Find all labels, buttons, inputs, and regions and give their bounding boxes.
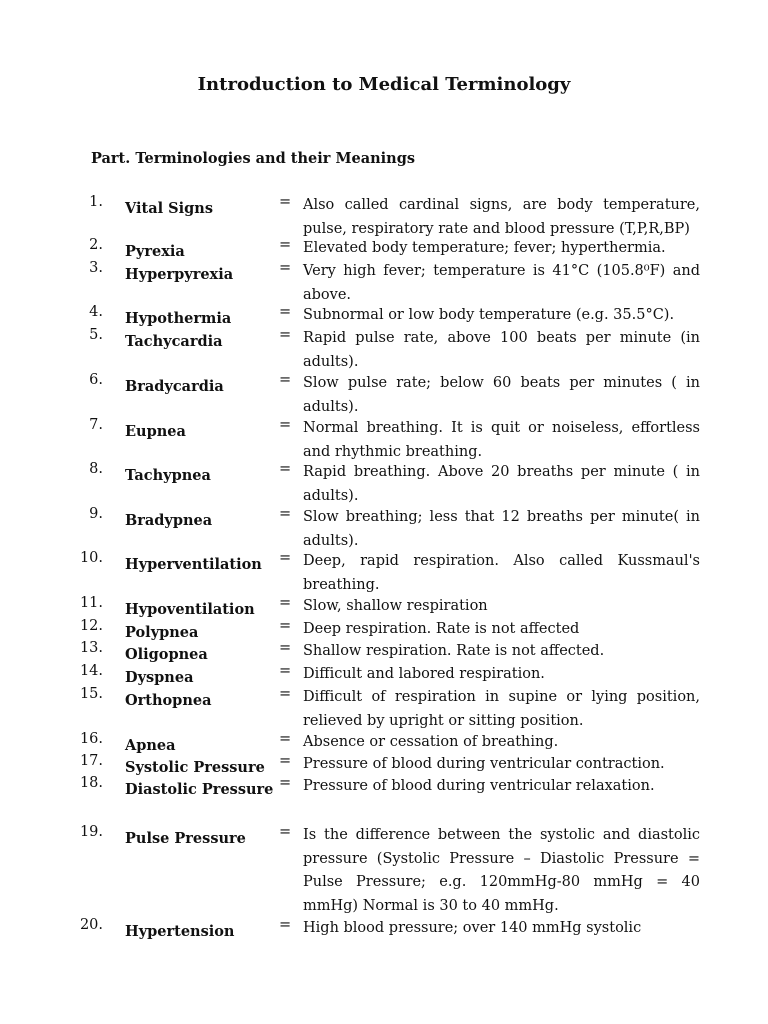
term-name: Polypnea: [125, 624, 199, 641]
section-heading: Part. Terminologies and their Meanings: [91, 150, 416, 167]
term-number: 4.: [89, 304, 103, 320]
term-name: Hypothermia: [125, 310, 232, 327]
term-definition: Deep respiration. Rate is not affected: [303, 621, 580, 637]
term-number: 15.: [79, 686, 103, 702]
term-definition: Also called cardinal signs, are body temperature, pulse, respiratory rate and blood pressure (T,P,R,BP): [303, 197, 700, 237]
term-name: Tachycardia: [125, 333, 223, 350]
term-number: 19.: [79, 824, 103, 840]
page-title: Introduction to Medical Terminology: [197, 74, 571, 95]
term-number: 5.: [89, 327, 103, 343]
term-number: 18.: [79, 775, 103, 791]
term-name: Eupnea: [125, 423, 186, 440]
term-definition: Very high fever; temperature is 41°C (105.8⁰F) and above.: [303, 263, 700, 303]
term-name: Orthopnea: [125, 692, 212, 709]
equals-sign: =: [279, 417, 292, 433]
term-definition: Rapid pulse rate, above 100 beats per minute (in adults).: [303, 330, 700, 370]
equals-sign: =: [279, 506, 292, 522]
equals-sign: =: [279, 550, 292, 566]
term-number: 10.: [79, 550, 103, 566]
term-number: 1.: [89, 194, 103, 210]
term-name: Oligopnea: [125, 646, 208, 663]
term-name: Pulse Pressure: [125, 830, 246, 847]
term-number: 8.: [89, 461, 103, 477]
term-number: 17.: [79, 753, 103, 769]
term-definition: Normal breathing. It is quit or noiseless, effortless and rhythmic breathing.: [303, 420, 700, 460]
term-definition: Shallow respiration. Rate is not affected.: [303, 643, 605, 659]
term-definition: Is the difference between the systolic and diastolic pressure (Systolic Pressure – Diastolic Pressure = Pulse Pressure; e.g. 120mmHg-80 mmHg = 40 mmHg) Normal is 30 to 40 mmHg.: [303, 827, 700, 914]
equals-sign: =: [279, 775, 292, 791]
term-number: 12.: [79, 618, 103, 634]
term-definition: Difficult of respiration in supine or lying position, relieved by upright or sitting position.: [303, 689, 700, 729]
term-definition: Slow breathing; less that 12 breaths per minute( in adults).: [303, 509, 700, 549]
term-name: Diastolic Pressure: [125, 781, 274, 798]
equals-sign: =: [279, 824, 292, 840]
term-definition: High blood pressure; over 140 mmHg systolic: [303, 920, 642, 936]
term-definition: Absence or cessation of breathing.: [303, 734, 559, 750]
equals-sign: =: [279, 194, 292, 210]
equals-sign: =: [279, 595, 292, 611]
equals-sign: =: [279, 237, 292, 253]
term-name: Hyperpyrexia: [125, 266, 234, 283]
term-name: Hypoventilation: [125, 601, 255, 618]
term-definition: Pressure of blood during ventricular contraction.: [303, 756, 665, 772]
term-name: Apnea: [125, 737, 176, 754]
term-number: 11.: [79, 595, 103, 611]
term-definition: Deep, rapid respiration. Also called Kussmaul's breathing.: [303, 553, 700, 593]
term-name: Dyspnea: [125, 669, 194, 686]
term-definition: Pressure of blood during ventricular relaxation.: [303, 778, 655, 794]
term-definition: Slow, shallow respiration: [303, 598, 488, 614]
equals-sign: =: [279, 753, 292, 769]
equals-sign: =: [279, 917, 292, 933]
term-name: Bradycardia: [125, 378, 224, 395]
term-number: 6.: [89, 372, 103, 388]
equals-sign: =: [279, 260, 292, 276]
term-name: Hyperventilation: [125, 556, 262, 573]
equals-sign: =: [279, 640, 292, 656]
term-name: Bradypnea: [125, 512, 213, 529]
term-definition: Elevated body temperature; fever; hyperthermia.: [303, 240, 666, 256]
equals-sign: =: [279, 327, 292, 343]
term-name: Pyrexia: [125, 243, 185, 260]
term-name: Hypertension: [125, 923, 235, 940]
equals-sign: =: [279, 461, 292, 477]
term-number: 14.: [79, 663, 103, 679]
equals-sign: =: [279, 372, 292, 388]
term-name: Vital Signs: [125, 200, 213, 217]
term-number: 13.: [79, 640, 103, 656]
equals-sign: =: [279, 618, 292, 634]
term-name: Tachypnea: [125, 467, 211, 484]
term-definition: Slow pulse rate; below 60 beats per minutes ( in adults).: [303, 375, 700, 415]
term-definition: Rapid breathing. Above 20 breaths per minute ( in adults).: [303, 464, 700, 504]
term-number: 2.: [89, 237, 103, 253]
equals-sign: =: [279, 663, 292, 679]
term-definition: Subnormal or low body temperature (e.g. 35.5°C).: [303, 307, 675, 323]
term-definition: Difficult and labored respiration.: [303, 666, 545, 682]
term-name: Systolic Pressure: [125, 759, 265, 776]
term-number: 7.: [89, 417, 103, 433]
term-number: 9.: [89, 506, 103, 522]
term-number: 3.: [89, 260, 103, 276]
equals-sign: =: [279, 304, 292, 320]
equals-sign: =: [279, 686, 292, 702]
term-number: 16.: [79, 731, 103, 747]
term-number: 20.: [79, 917, 103, 933]
equals-sign: =: [279, 731, 292, 747]
